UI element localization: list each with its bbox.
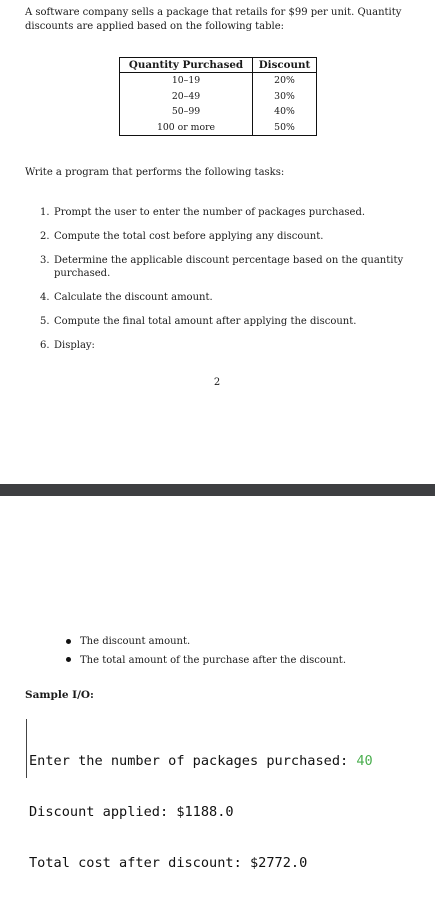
list-item xyxy=(40,254,412,280)
console-line: Total cost after discount: $2772.0 xyxy=(29,855,308,871)
list-item-text: Display: xyxy=(54,340,95,351)
list-item xyxy=(40,315,412,328)
table-row xyxy=(120,120,317,136)
list-item-text: The discount amount. xyxy=(80,636,191,647)
table-row xyxy=(120,73,317,89)
intro-paragraph: A software company sells a package that retails for $99 per unit. Quantity discounts are applied based on the following table: xyxy=(25,7,402,32)
table-row xyxy=(120,104,317,120)
column-header-quantity: Quantity Purchased xyxy=(120,58,253,73)
discount-cell: 20% xyxy=(253,73,317,89)
list-item-number: 1. xyxy=(40,207,50,218)
console-user-input: 40 xyxy=(356,753,373,769)
quantity-cell: 10–19 xyxy=(171,75,201,87)
console-prompt: Enter the number of packages purchased: xyxy=(29,753,357,769)
list-item-text: Compute the final total amount after applying the discount. xyxy=(54,316,357,327)
quantity-cell: 50–99 xyxy=(171,106,201,118)
list-item xyxy=(40,291,412,304)
list-item-text: Compute the total cost before applying any discount. xyxy=(54,231,324,242)
list-item-number: 5. xyxy=(40,316,50,327)
task-list xyxy=(40,206,412,363)
page-number: 2 xyxy=(213,377,221,388)
list-item xyxy=(40,230,412,243)
page-separator xyxy=(0,484,435,496)
table-header-row xyxy=(120,58,317,73)
table-row xyxy=(120,89,317,105)
list-item-text: Calculate the discount amount. xyxy=(54,292,213,303)
quantity-cell: 20–49 xyxy=(171,90,201,102)
console-line: Discount applied: $1188.0 xyxy=(29,804,234,820)
list-item xyxy=(40,206,412,219)
list-item-number: 6. xyxy=(40,340,50,351)
discount-table xyxy=(119,57,317,136)
list-item-number: 3. xyxy=(40,255,50,266)
discount-cell: 40% xyxy=(253,104,317,120)
bullet-icon xyxy=(66,657,71,662)
sample-io-heading: Sample I/O: xyxy=(25,689,94,701)
discount-cell: 30% xyxy=(253,89,317,105)
list-item xyxy=(40,339,412,352)
quantity-cell: 100 or more xyxy=(156,121,216,133)
list-item xyxy=(66,654,346,667)
display-bullet-list xyxy=(66,635,346,672)
bullet-icon xyxy=(66,639,71,644)
task-instructions: Write a program that performs the following tasks: xyxy=(25,167,285,178)
document-page-2 xyxy=(0,496,435,871)
list-item-text: Determine the applicable discount percentage based on the quantity purchased. xyxy=(54,255,404,279)
list-item-text: The total amount of the purchase after the discount. xyxy=(80,654,347,666)
sample-console-output xyxy=(26,719,435,871)
console-line xyxy=(29,753,435,770)
discount-cell: 50% xyxy=(253,120,317,136)
list-item xyxy=(66,635,346,648)
column-header-discount: Discount xyxy=(253,58,317,73)
list-item-number: 2. xyxy=(40,231,50,242)
list-item-text: Prompt the user to enter the number of packages purchased. xyxy=(54,207,366,218)
list-item-number: 4. xyxy=(40,292,50,303)
